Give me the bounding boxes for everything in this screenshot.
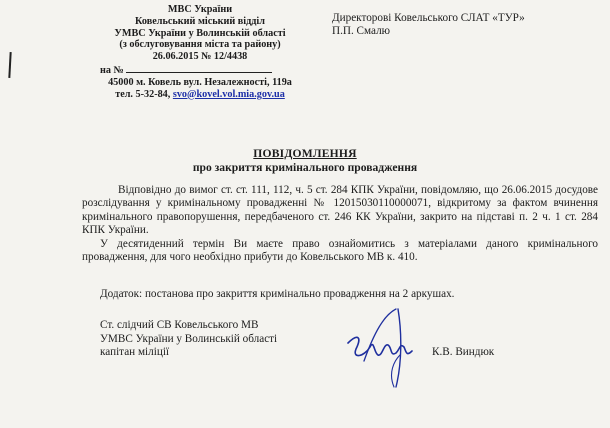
margin-pen-mark — [8, 52, 11, 78]
letterhead-scope: (з обслуговування міста та району) — [119, 39, 281, 51]
signatory-name: К.В. Виндюк — [432, 346, 495, 358]
addressee-title: Директорові Ковельського СЛАТ «ТУР» — [332, 12, 525, 24]
incoming-reference — [80, 63, 320, 77]
letterhead-regional-office: УМВС України у Волинській області — [114, 27, 286, 39]
signatory-rank: капітан міліції — [100, 346, 170, 359]
body-paragraph-decision: Відповідно до вимог ст. ст. 111, 112, ч. 5 ст. 284 КПК України, повідомляю, що 26.06.2015 досудове розслідування у кримінальному провадженні № 12015030110000071, відкритому за фактом вчинення кримінального правопорушення, передбаченого ст. 246 КК України, закрито на підставі п. 2 ч. 1 ст. 284 КПК України. — [82, 184, 598, 237]
attachment-note: Додаток: постанова про закриття кримінально провадження на 2 аркушах. — [100, 288, 455, 300]
incoming-reference-label: на № — [100, 64, 124, 76]
reference-blank-line — [126, 63, 272, 73]
letterhead-department: Ковельський міський відділ — [135, 15, 265, 27]
handwritten-signature — [340, 303, 440, 391]
letterhead-contacts — [80, 89, 320, 101]
addressee-block — [332, 12, 525, 38]
signatory-position-line2: УМВС України у Волинській області — [100, 332, 278, 345]
signatory-position-line1: Ст. слідчий СВ Ковельського МВ — [100, 319, 259, 331]
letterhead-ministry: МВС України — [167, 4, 233, 15]
letterhead — [80, 4, 320, 100]
document-title — [0, 147, 610, 174]
letterhead-address: 45000 м. Ковель вул. Незалежності, 119а — [108, 76, 292, 88]
body-paragraph-review-right: У десятиденний термін Ви маєте право ознайомитись з матеріалами даного кримінального провадження, для чого необхідно прибути до Ковельського МВ к. 410. — [82, 237, 598, 264]
phone-text: тел. 5-32-84, — [115, 88, 171, 100]
document-title-subject: про закриття кримінального провадження — [192, 160, 418, 174]
document-title-main: ПОВІДОМЛЕННЯ — [253, 147, 357, 160]
email-link[interactable]: svo@kovel.vol.mia.gov.ua — [172, 88, 285, 100]
addressee-name: П.П. Смалю — [332, 25, 391, 38]
letter-body — [82, 184, 598, 264]
signatory-position — [100, 319, 277, 360]
outgoing-number: 26.06.2015 № 12/4438 — [152, 51, 248, 63]
